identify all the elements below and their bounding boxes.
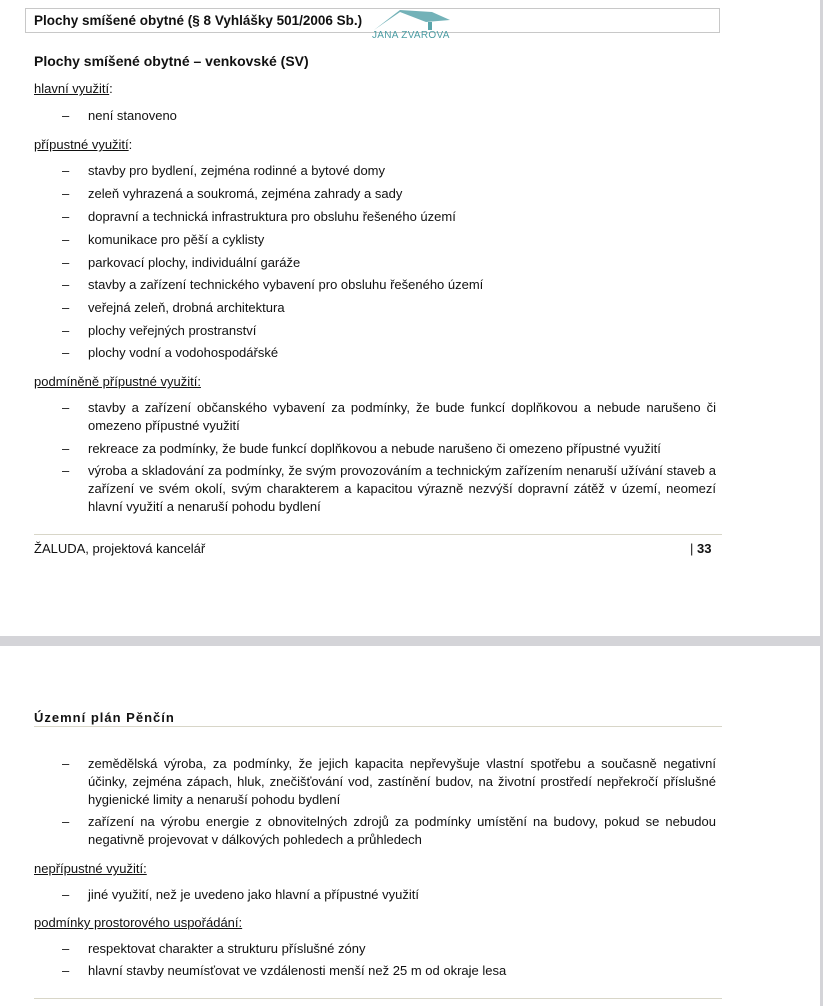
list-item-text: zeleň vyhrazená a soukromá, zejména zahrady a sady [88,186,403,201]
dash: – [62,441,70,456]
footer-page-number: | 33 [690,541,712,556]
list-item-text: hlavní stavby neumísťovat ve vzdálenosti menší než 25 m od okraje lesa [88,963,507,978]
prohibited-label: nepřípustné využití: [34,861,147,876]
dash: – [62,108,70,123]
spatial-label: podmínky prostorového uspořádání: [34,915,243,930]
list-item-text: plochy veřejných prostranství [88,323,257,338]
header-divider [34,726,722,727]
dash: – [62,277,70,292]
dash: – [62,209,70,224]
list-item-text: respektovat charakter a strukturu příslušné zóny [88,941,366,956]
subheading: Plochy smíšené obytné – venkovské (SV) [34,53,309,69]
colon: : [109,81,113,96]
list-item-text: rekreace za podmínky, že bude funkcí doplňkovou a nebude narušeno či omezeno přípustné využití [88,441,661,456]
document-page-34 [0,646,820,1006]
list-item-text: dopravní a technická infrastruktura pro obsluhu řešeného území [88,209,456,224]
page-header: Územní plán Pěnčín [34,710,175,725]
list-item-text: zařízení na výrobu energie z obnovitelných zdrojů za podmínky umístění na budovy, pokud se nebudou negativně projevovat v dálkových pohledech a průhledech [88,814,716,847]
watermark-text: JANA ZVAROVA [372,30,450,41]
footer-divider [34,534,722,535]
dash: – [62,300,70,315]
list-item-text: plochy vodní a vodohospodářské [88,345,279,360]
house-roof-icon [372,10,452,32]
dash: – [62,163,70,178]
dash: – [62,232,70,247]
list-item-text: výroba a skladování za podmínky, že svým provozováním a technickým zařízením nenaruší užívání staveb a zařízení ve svém okolí, svým charakterem a kapacitou výrazně nezvýší dopravní zátěž v území, neomezí hlavní využití a nenaruší pohodu bydlení [88,463,716,514]
dash: – [62,186,70,201]
page-number: 33 [697,541,712,556]
dash: – [62,963,70,978]
list-item-text: stavby a zařízení občanského vybavení za podmínky, že bude funkcí doplňkovou a nebude narušeno či omezeno přípustné využití [88,400,716,433]
main-use-label-line [34,80,113,97]
dash: – [62,941,70,956]
dash: – [62,756,70,771]
colon: : [128,137,133,152]
list-item-text: veřejná zeleň, drobná architektura [88,300,285,315]
list-item-text: komunikace pro pěší a cyklisty [88,232,265,247]
dash: – [62,323,70,338]
conditional-label: podmíněně přípustné využití: [34,374,201,389]
dash: – [62,814,70,829]
list-item-text: stavby pro bydlení, zejména rodinné a bytové domy [88,163,386,178]
list-item-text: není stanoveno [88,108,177,123]
list-item-text: stavby a zařízení technického vybavení pro obsluhu řešeného území [88,277,484,292]
bottom-divider [34,998,722,999]
watermark-logo [372,10,452,46]
permitted-label: přípustné využití [34,137,129,152]
dash: – [62,255,70,270]
dash: – [62,887,70,902]
dash: – [62,463,70,478]
dash: – [62,400,70,415]
footer-left: ŽALUDA, projektová kancelář [34,541,206,556]
main-use-label: hlavní využití [34,81,110,96]
list-item-text: jiné využití, než je uvedeno jako hlavní a přípustné využití [88,887,419,902]
list-item-text: parkovací plochy, individuální garáže [88,255,301,270]
section-title: Plochy smíšené obytné (§ 8 Vyhlášky 501/2006 Sb.) [34,13,363,28]
list-item-text: zemědělská výroba, za podmínky, že jejich kapacita nepřevyšuje vlastní spotřebu a současně negativní účinky, zejména zápach, hluk, znečišťování vod, zastínění budov, na životní prostředí nepřekročí příslušné hygienické limity a nenaruší pohodu bydlení [88,756,716,807]
permitted-label-line [34,136,132,153]
dash: – [62,345,70,360]
